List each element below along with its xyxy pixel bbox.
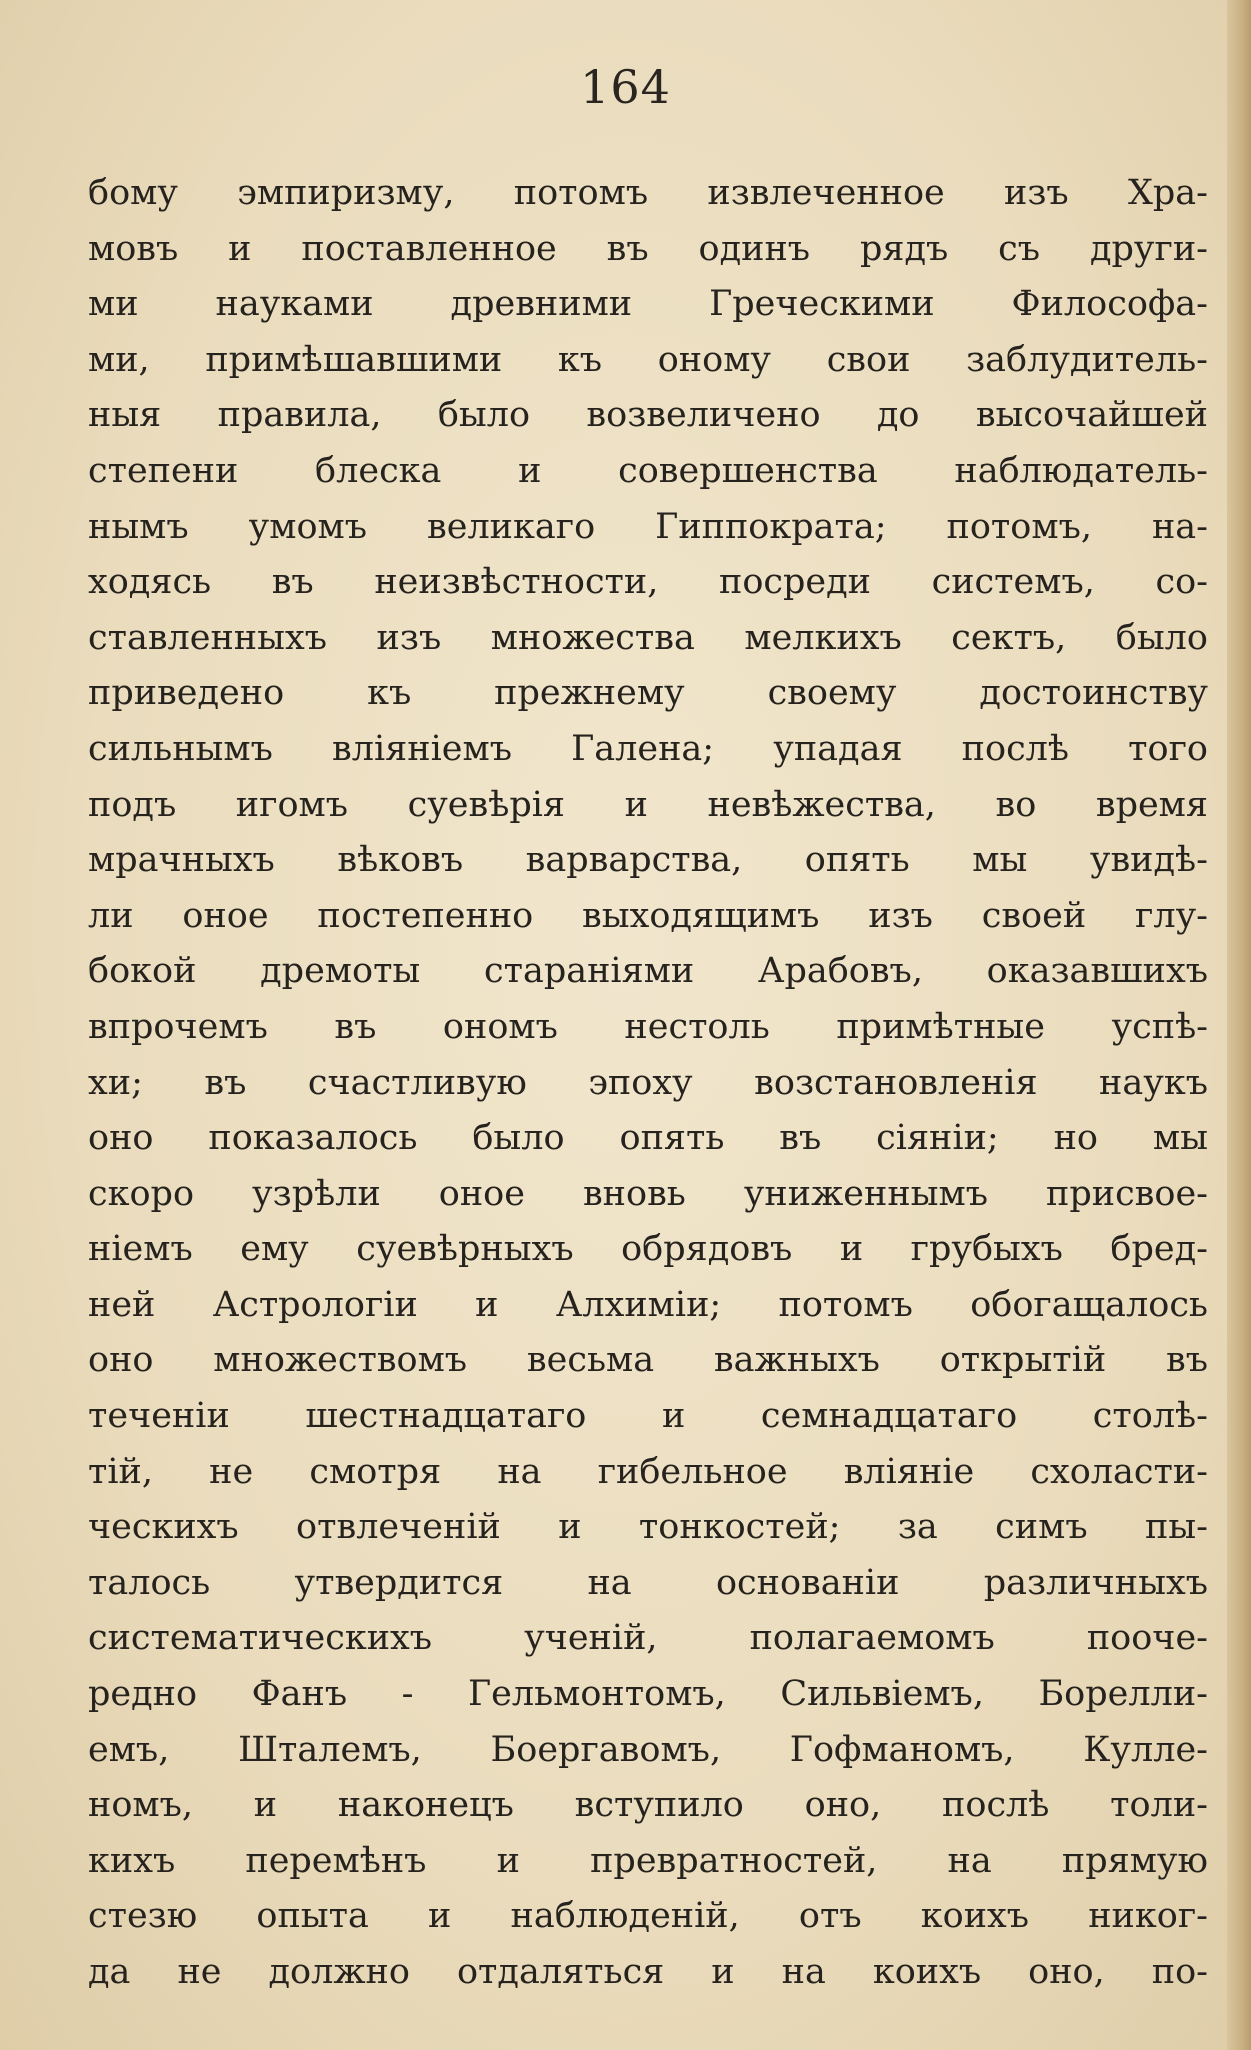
- text-line: ли оное постепенно выходящимъ изъ своей глу-: [88, 895, 1208, 936]
- text-line: скоро узрѣли оное вновь униженнымъ присвое-: [88, 1173, 1208, 1214]
- text-line: подъ игомъ суевѣрія и невѣжества, во время: [88, 784, 1208, 825]
- body-text: [88, 166, 1208, 2001]
- text-line: теченіи шестнадцатаго и семнадцатаго столѣ-: [88, 1396, 1208, 1437]
- text-line: тій, не смотря на гибельное вліяніе схоласти-: [88, 1451, 1208, 1492]
- text-line: хи; въ счастливую эпоху возстановленія наукъ: [88, 1062, 1208, 1103]
- text-line: оно множествомъ весьма важныхъ открытій въ: [88, 1340, 1208, 1381]
- text-line: систематическихъ ученій, полагаемомъ пооче-: [88, 1618, 1208, 1659]
- text-line: мрачныхъ вѣковъ варварства, опять мы увидѣ-: [88, 840, 1208, 881]
- text-line: приведено къ прежнему своему достоинству: [88, 673, 1208, 714]
- text-line: бому эмпиризму, потомъ извлеченное изъ Хра-: [88, 173, 1208, 213]
- text-line: да не должно отдаляться и на коихъ оно, по-: [88, 1952, 1208, 1992]
- text-line: номъ, и наконецъ вступило оно, послѣ толи-: [88, 1785, 1208, 1826]
- text-line: бокой дремоты стараніями Арабовъ, оказавшихъ: [88, 951, 1208, 992]
- text-line: ми науками древними Греческими Философа-: [88, 284, 1208, 325]
- text-line: ставленныхъ изъ множества мелкихъ сектъ, было: [88, 617, 1208, 658]
- page-number: 164: [580, 60, 671, 114]
- text-line: оно показалось было опять въ сіяніи; но мы: [88, 1118, 1208, 1159]
- text-line: ходясь въ неизвѣстности, посреди системъ, со-: [88, 562, 1208, 603]
- text-line: сильнымъ вліяніемъ Галена; упадая послѣ того: [88, 728, 1208, 769]
- text-line: емъ, Шталемъ, Боергавомъ, Гофманомъ, Кулле-: [88, 1729, 1208, 1770]
- page-edge-shadow: [1227, 0, 1251, 2050]
- text-line: степени блеска и совершенства наблюдатель-: [88, 450, 1208, 491]
- text-line: нымъ умомъ великаго Гиппократа; потомъ, на-: [88, 506, 1208, 547]
- text-line: кихъ перемѣнъ и превратностей, на прямую: [88, 1840, 1208, 1881]
- text-line: стезю опыта и наблюденій, отъ коихъ никог-: [88, 1896, 1208, 1937]
- text-line: талось утвердится на основаніи различныхъ: [88, 1562, 1208, 1603]
- text-line: ніемъ ему суевѣрныхъ обрядовъ и грубыхъ бред-: [88, 1229, 1208, 1270]
- text-line: мовъ и поставленное въ одинъ рядъ съ други-: [88, 228, 1208, 269]
- text-line: редно Фанъ - Гельмонтомъ, Сильвіемъ, Борелли-: [88, 1674, 1208, 1715]
- text-line: впрочемъ въ ономъ нестоль примѣтные успѣ-: [88, 1006, 1208, 1047]
- text-line: ческихъ отвлеченій и тонкостей; за симъ пы-: [88, 1507, 1208, 1548]
- text-line: ныя правила, было возвеличено до высочайшей: [88, 395, 1208, 436]
- text-line: ми, примѣшавшими къ оному свои заблудитель-: [88, 339, 1208, 380]
- text-line: ней Астрологіи и Алхиміи; потомъ обогащалось: [88, 1284, 1208, 1325]
